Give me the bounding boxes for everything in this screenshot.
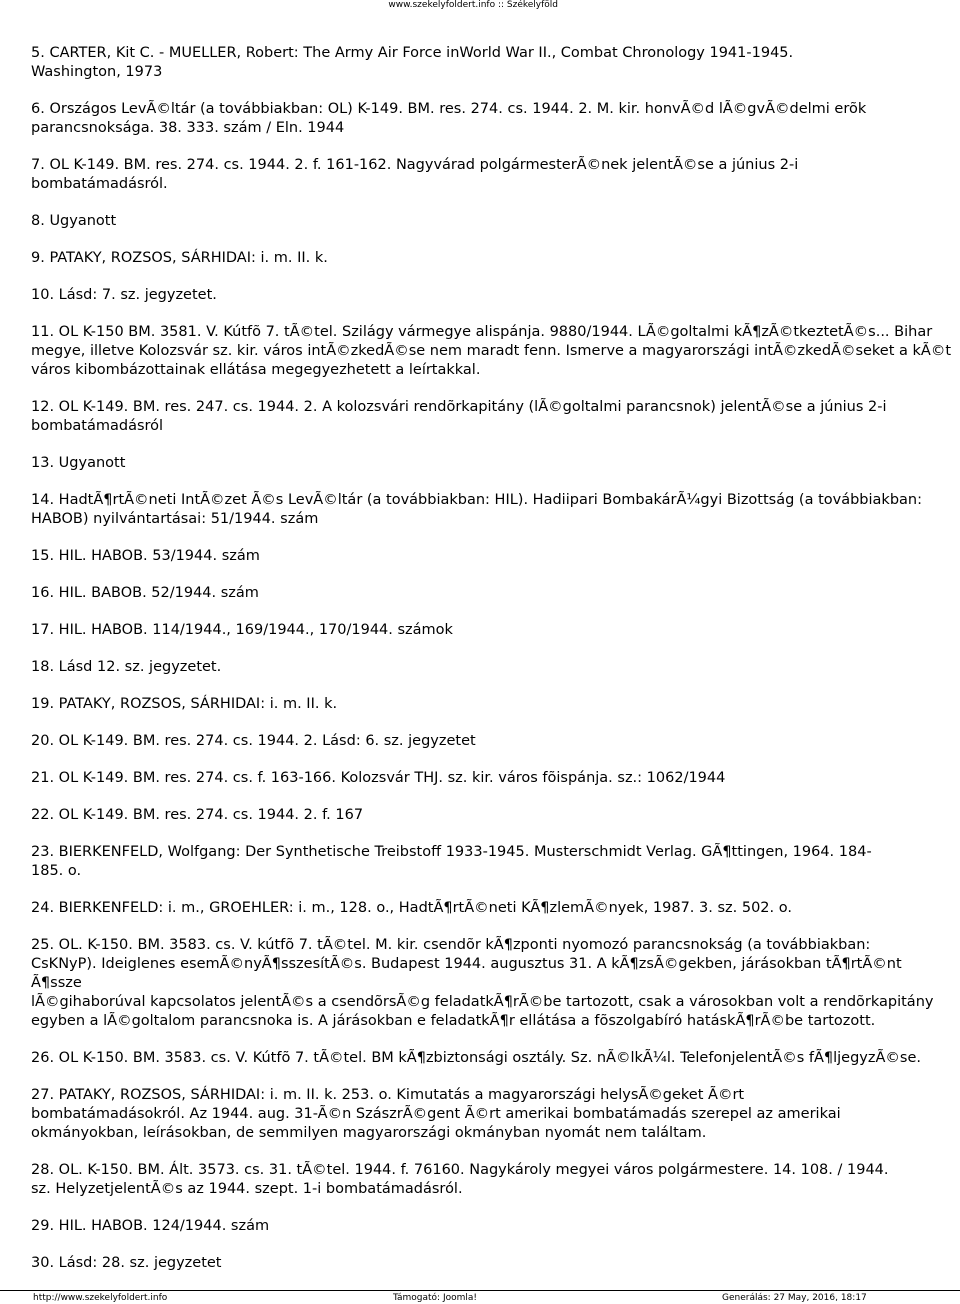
footnote-29: 29. HIL. HABOB. 124/1944. szám: [31, 1218, 270, 1234]
footnote-10: 10. Lásd: 7. sz. jegyzetet.: [31, 287, 217, 303]
footnote-8: 8. Ugyanott: [31, 213, 117, 229]
footnote-25: 25. OL. K-150. BM. 3583. cs. V. kútfõ 7. tÃ©tel. M. kir. csendõr kÃ¶zponti nyomozó parancsnokság (a továbbiakban: CsKNyP). Ideiglenes esemÃ©nyÃ¶sszesítÃ©s. Budapest 1944. augusztus 31. A kÃ¶zsÃ©gekben, járásokban tÃ¶rtÃ©nt Ã¶ssze lÃ©gihaborúval kapcsolatos jelentÃ©s a csendõrsÃ©g feladatkÃ¶rÃ©be tartozott, csak a városokban volt a rendõrkapitány egyben a lÃ©goltalom parancsnoka is. A járásokban e feladatkÃ¶r ellátása a fõszolgabíró hatáskÃ¶rÃ©be tartozott.: [31, 937, 934, 1029]
footnote-14: 14. HadtÃ¶rtÃ©neti IntÃ©zet Ã©s LevÃ©ltár (a továbbiakban: HIL). Hadiipari BombakárÃ¼gyi Bizottság (a továbbiakban: HABOB) nyilvántartásai: 51/1944. szám: [31, 492, 922, 527]
footnote-24: 24. BIERKENFELD: i. m., GROEHLER: i. m., 128. o., HadtÃ¶rtÃ©neti KÃ¶zlemÃ©nyek, 1987. 3. sz. 502. o.: [31, 900, 792, 916]
footnote-16: 16. HIL. BABOB. 52/1944. szám: [31, 585, 259, 601]
footnote-27: 27. PATAKY, ROZSOS, SÁRHIDAI: i. m. II. k. 253. o. Kimutatás a magyarországi helysÃ©geket Ã©rt bombatámadásokról. Az 1944. aug. 31-Ã©n SzászrÃ©gent Ã©rt amerikai bombatámadás szerepel az amerikai okmányokban, leírásokban, de semmilyen magyarországi okmányban nyomát nem találtam.: [31, 1087, 841, 1141]
footnote-20: 20. OL K-149. BM. res. 274. cs. 1944. 2. Lásd: 6. sz. jegyzetet: [31, 733, 476, 749]
footnote-17: 17. HIL. HABOB. 114/1944., 169/1944., 170/1944. számok: [31, 622, 453, 638]
site-footer: [0, 1290, 960, 1304]
footnote-6: 6. Országos LevÃ©ltár (a továbbiakban: OL) K-149. BM. res. 274. cs. 1944. 2. M. kir. honvÃ©d lÃ©gvÃ©delmi erõk parancsnoksága. 38. 333. szám / Eln. 1944: [31, 101, 867, 136]
footnote-9: 9. PATAKY, ROZSOS, SÁRHIDAI: i. m. II. k.: [31, 250, 328, 266]
footnote-19: 19. PATAKY, ROZSOS, SÁRHIDAI: i. m. II. k.: [31, 696, 338, 712]
footnote-23: 23. BIERKENFELD, Wolfgang: Der Synthetische Treibstoff 1933-1945. Musterschmidt Verlag. GÃ¶ttingen, 1964. 184- 185. o.: [31, 844, 872, 879]
footnote-7: 7. OL K-149. BM. res. 274. cs. 1944. 2. f. 161-162. Nagyvárad polgármesterÃ©nek jelentÃ©se a június 2-i bombatámadásról.: [31, 157, 799, 192]
footnote-26: 26. OL K-150. BM. 3583. cs. V. Kútfõ 7. tÃ©tel. BM kÃ¶zbiztonsági osztály. Sz. nÃ©lkÃ¼l. TelefonjelentÃ©s fÃ¶ljegyzÃ©se.: [31, 1050, 922, 1066]
footnote-30: 30. Lásd: 28. sz. jegyzetet: [31, 1255, 222, 1271]
footnote-22: 22. OL K-149. BM. res. 274. cs. 1944. 2. f. 167: [31, 807, 364, 823]
footnote-list: [31, 44, 956, 1291]
footnote-28: 28. OL. K-150. BM. Ált. 3573. cs. 31. tÃ©tel. 1944. f. 76160. Nagykároly megyei város polgármestere. 14. 108. / 1944. sz. HelyzetjelentÃ©s az 1944. szept. 1-i bombatámadásról.: [31, 1162, 889, 1197]
footnote-5: 5. CARTER, Kit C. - MUELLER, Robert: The Army Air Force inWorld War II., Combat Chronology 1941-1945. Washington, 1973: [31, 45, 794, 80]
footnote-13: 13. Ugyanott: [31, 455, 126, 471]
footnote-11: 11. OL K-150 BM. 3581. V. Kútfõ 7. tÃ©tel. Szilágy vármegye alispánja. 9880/1944. LÃ©goltalmi kÃ¶zÃ©tkeztetÃ©s... Bihar megye, illetve Kolozsvár sz. kir. város intÃ©zkedÃ©se nem maradt fenn. Ismerve a magyarországi intÃ©zkedÃ©seket a kÃ©t város kibombázottainak ellátása megegyezhetett a leírtakkal.: [31, 324, 952, 378]
site-header: [0, 0, 960, 12]
footnote-15: 15. HIL. HABOB. 53/1944. szám: [31, 548, 260, 564]
footnote-12: 12. OL K-149. BM. res. 247. cs. 1944. 2. A kolozsvári rendõrkapitány (lÃ©goltalmi parancsnok) jelentÃ©se a június 2-i bombatámadásról: [31, 399, 887, 434]
footnote-18: 18. Lásd 12. sz. jegyzetet.: [31, 659, 222, 675]
footer-url-link[interactable]: http://www.szekelyfoldert.info: [33, 1293, 168, 1303]
footer-generated-date: Generálás: 27 May, 2016, 18:17: [722, 1293, 867, 1303]
site-name-header: www.szekelyfoldert.info :: Székelyföld: [388, 0, 558, 10]
footnote-21: 21. OL K-149. BM. res. 274. cs. f. 163-166. Kolozsvár THJ. sz. kir. város fõispánja. sz.: 1062/1944: [31, 770, 726, 786]
footer-sponsor: Támogató: Joomla!: [393, 1293, 478, 1303]
